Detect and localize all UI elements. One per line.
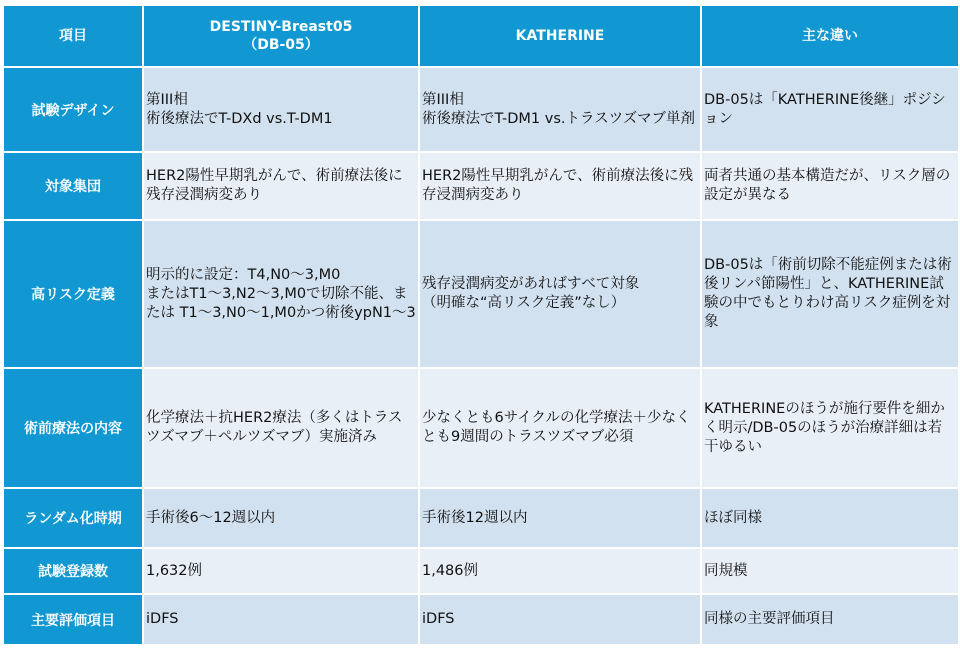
header-katherine: KATHERINE <box>419 5 701 67</box>
row-label: 対象集団 <box>3 152 143 220</box>
comparison-table <box>2 4 960 646</box>
difference-cell: 同様の主要評価項目 <box>701 594 959 645</box>
header-db05 <box>143 5 419 67</box>
header-db05-line2: （DB-05） <box>243 37 319 53</box>
db05-cell: 手術後6～12週以内 <box>143 488 419 548</box>
difference-cell: DB-05は「術前切除不能症例または術後リンパ節陽性」と、KATHERINE試験の中でもとりわけ高リスク症例を対象 <box>701 220 959 368</box>
row-label: 試験登録数 <box>3 548 143 594</box>
row-label: ランダム化時期 <box>3 488 143 548</box>
difference-cell: 同規模 <box>701 548 959 594</box>
katherine-cell: 残存浸潤病変があればすべて対象 （明確な“高リスク定義”なし） <box>419 220 701 368</box>
header-db05-line1: DESTINY-Breast05 <box>209 19 353 35</box>
db05-cell: HER2陽性早期乳がんで、術前療法後に残存浸潤病変あり <box>143 152 419 220</box>
header-row <box>3 5 959 67</box>
db05-cell: 化学療法＋抗HER2療法（多くはトラスツズマブ＋ペルツズマブ）実施済み <box>143 368 419 488</box>
db05-cell: 第III相 術後療法でT-DXd vs.T-DM1 <box>143 67 419 152</box>
header-item: 項目 <box>3 5 143 67</box>
db05-cell: 明示的に設定：T4,N0～3,M0 またはT1～3,N2～3,M0で切除不能、または T1～3,N0～1,M0かつ術後ypN1～3 <box>143 220 419 368</box>
table-row <box>3 152 959 220</box>
katherine-cell: 第III相 術後療法でT-DM1 vs.トラスツズマブ単剤 <box>419 67 701 152</box>
row-label: 主要評価項目 <box>3 594 143 645</box>
katherine-cell: 1,486例 <box>419 548 701 594</box>
header-differences: 主な違い <box>701 5 959 67</box>
difference-cell: ほぼ同様 <box>701 488 959 548</box>
table-row <box>3 488 959 548</box>
table-row <box>3 368 959 488</box>
table-row <box>3 220 959 368</box>
row-label: 術前療法の内容 <box>3 368 143 488</box>
row-label: 高リスク定義 <box>3 220 143 368</box>
row-label: 試験デザイン <box>3 67 143 152</box>
db05-cell: 1,632例 <box>143 548 419 594</box>
katherine-cell: 手術後12週以内 <box>419 488 701 548</box>
difference-cell: 両者共通の基本構造だが、リスク層の設定が異なる <box>701 152 959 220</box>
katherine-cell: HER2陽性早期乳がんで、術前療法後に残存浸潤病変あり <box>419 152 701 220</box>
table-row <box>3 67 959 152</box>
db05-cell: iDFS <box>143 594 419 645</box>
table-row <box>3 548 959 594</box>
difference-cell: DB-05は「KATHERINE後継」ポジション <box>701 67 959 152</box>
katherine-cell: 少なくとも6サイクルの化学療法＋少なくとも9週間のトラスツズマブ必須 <box>419 368 701 488</box>
difference-cell: KATHERINEのほうが施行要件を細かく明示/DB-05のほうが治療詳細は若干ゆるい <box>701 368 959 488</box>
table-row <box>3 594 959 645</box>
katherine-cell: iDFS <box>419 594 701 645</box>
